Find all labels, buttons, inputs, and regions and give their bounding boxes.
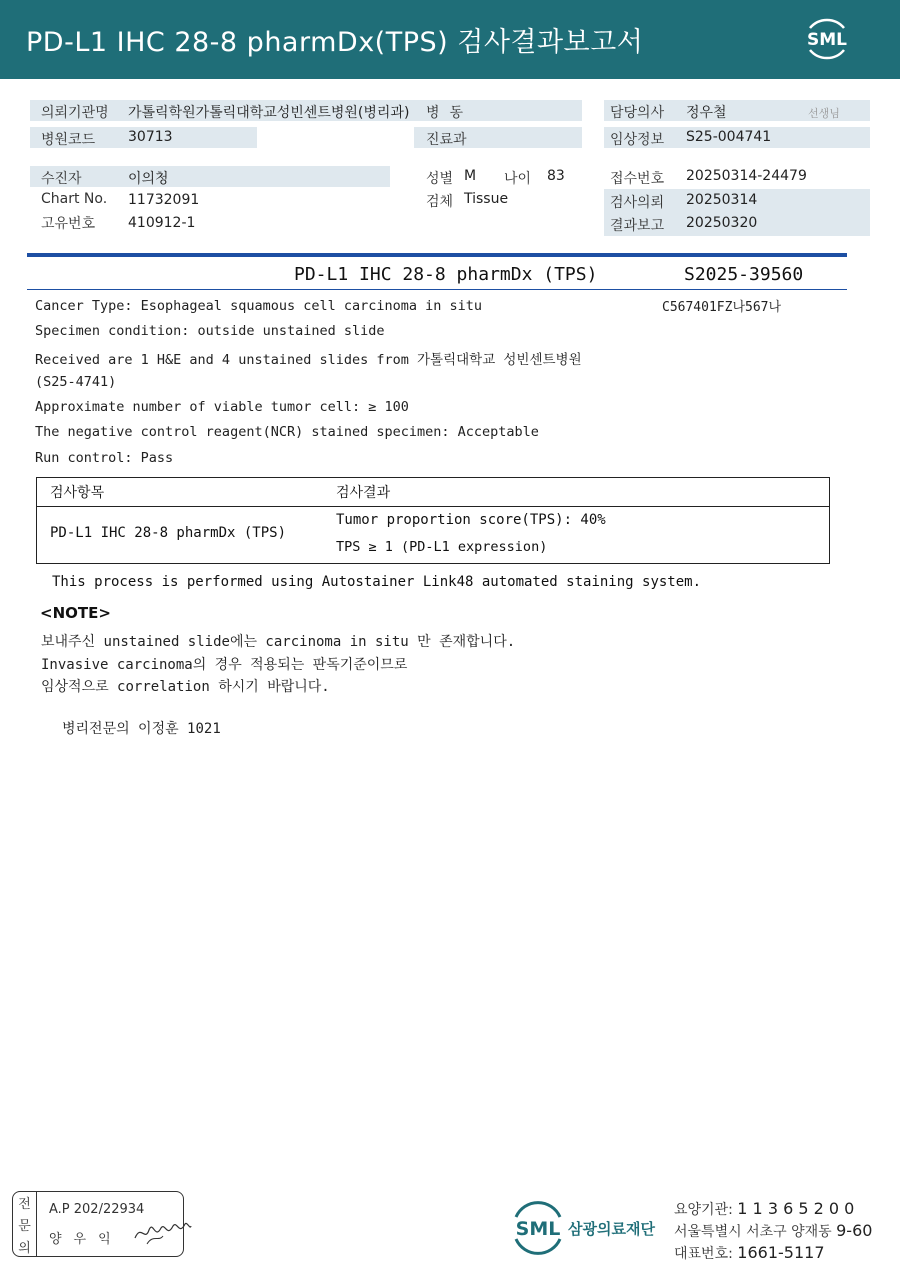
sex-label: 성별 [426, 171, 454, 187]
tps-expression: TPS ≥ 1 (PD-L1 expression) [336, 539, 548, 555]
table-divider [37, 506, 829, 507]
test-item: PD-L1 IHC 28-8 pharmDx (TPS) [50, 525, 287, 541]
age-value: 83 [547, 168, 565, 184]
chart-label: Chart No. [41, 191, 108, 207]
case-number-line: (S25-4741) [35, 374, 117, 390]
stamp-side [13, 1192, 37, 1256]
ncr-line: The negative control reagent(NCR) stained specimen: Acceptable [35, 424, 539, 440]
document-title: PD-L1 IHC 28-8 pharmDx(TPS) 검사결과보고서 [26, 27, 644, 58]
stamp-char: 의 [18, 1241, 31, 1256]
chart-value: 11732091 [128, 192, 200, 208]
tumor-cell-line: Approximate number of viable tumor cell: ≥ 100 [35, 399, 409, 415]
specimen-label: 검체 [426, 194, 454, 210]
request-value: 20250314 [686, 192, 758, 208]
doctor-suffix: 선생님 [808, 107, 840, 120]
address-number: 9-60 [836, 1221, 873, 1240]
doctor-label: 담당의사 [610, 105, 665, 121]
request-label: 검사의뢰 [610, 195, 665, 211]
specimen-value: Tissue [464, 191, 509, 207]
note-line-1: 보내주신 unstained slide에는 carcinoma in situ 만 존재합니다. [41, 634, 516, 650]
agency-value: 1 1 3 6 5 2 0 0 [737, 1199, 855, 1218]
sex-value: M [464, 168, 477, 184]
header-bar [0, 0, 900, 79]
signature-icon [133, 1216, 193, 1246]
logo-text: SML [807, 30, 847, 50]
institution-label: 의뢰기관명 [41, 105, 109, 121]
cancer-type-line: Cancer Type: Esophageal squamous cell carcinoma in situ [35, 298, 483, 314]
header-item: 검사항목 [50, 485, 105, 501]
stamp-ap-number: A.P 202/22934 [49, 1202, 145, 1217]
pathologist-stamp [12, 1191, 184, 1257]
phone-value: 1661-5117 [737, 1243, 825, 1262]
institution-value: 가톨릭학원가톨릭대학교성빈센트병원(병리과) [128, 105, 410, 121]
agency-label: 요양기관: [674, 1202, 733, 1218]
specimen-condition-line: Specimen condition: outside unstained slide [35, 323, 385, 339]
patient-value: 이의청 [128, 171, 169, 187]
pathologist: 병리전문의 이정훈 1021 [62, 721, 221, 737]
unique-label: 고유번호 [41, 216, 96, 232]
agency-code [674, 1199, 854, 1219]
note-heading: <NOTE> [40, 604, 111, 622]
sml-foundation-logo-icon [508, 1199, 568, 1257]
title-rule [27, 289, 847, 290]
doctor-value: 정우철 [686, 105, 727, 121]
department-label: 진료과 [426, 132, 467, 148]
address-text: 서울특별시 서초구 양재동 [674, 1224, 832, 1240]
patient-bar [30, 166, 390, 187]
svg-text:SML: SML [515, 1218, 561, 1240]
stamp-char: 문 [18, 1219, 31, 1234]
run-control-line: Run control: Pass [35, 450, 174, 466]
patient-label: 수진자 [41, 171, 82, 187]
ward-label: 병동 [426, 105, 474, 121]
hospital-code-label: 병원코드 [41, 132, 96, 148]
stamp-char: 전 [18, 1197, 31, 1212]
received-line: Received are 1 H&E and 4 unstained slides from 가톨릭대학교 성빈센트병원 [35, 352, 582, 368]
note-line-3: 임상적으로 correlation 하시기 바랍니다. [41, 679, 330, 695]
sml-logo-icon [800, 12, 854, 66]
address [674, 1221, 872, 1241]
header-result: 검사결과 [336, 485, 391, 501]
barcode-text: C567401FZ나567나 [662, 300, 782, 315]
hospital-code-value: 30713 [128, 129, 173, 145]
top-rule [27, 253, 847, 257]
report-title: PD-L1 IHC 28-8 pharmDx (TPS) [294, 264, 598, 285]
unique-value: 410912-1 [128, 215, 196, 231]
receipt-label: 접수번호 [610, 171, 665, 187]
foundation-name: 삼광의료재단 [568, 1220, 655, 1238]
clinical-info-value: S25-004741 [686, 129, 772, 145]
clinical-info-label: 임상정보 [610, 132, 665, 148]
tps-score: Tumor proportion score(TPS): 40% [336, 512, 606, 528]
stamp-name: 양우익 [49, 1232, 123, 1247]
age-label: 나이 [504, 171, 532, 187]
process-note: This process is performed using Autostainer Link48 automated staining system. [52, 574, 702, 590]
phone-label: 대표번호: [674, 1246, 733, 1262]
phone [674, 1243, 825, 1263]
report-date-label: 결과보고 [610, 218, 665, 234]
report-date-value: 20250320 [686, 215, 758, 231]
note-line-2: Invasive carcinoma의 경우 적용되는 판독기준이므로 [41, 657, 408, 673]
result-table [36, 477, 830, 564]
report-code: S2025-39560 [684, 264, 804, 285]
receipt-value: 20250314-24479 [686, 168, 807, 184]
